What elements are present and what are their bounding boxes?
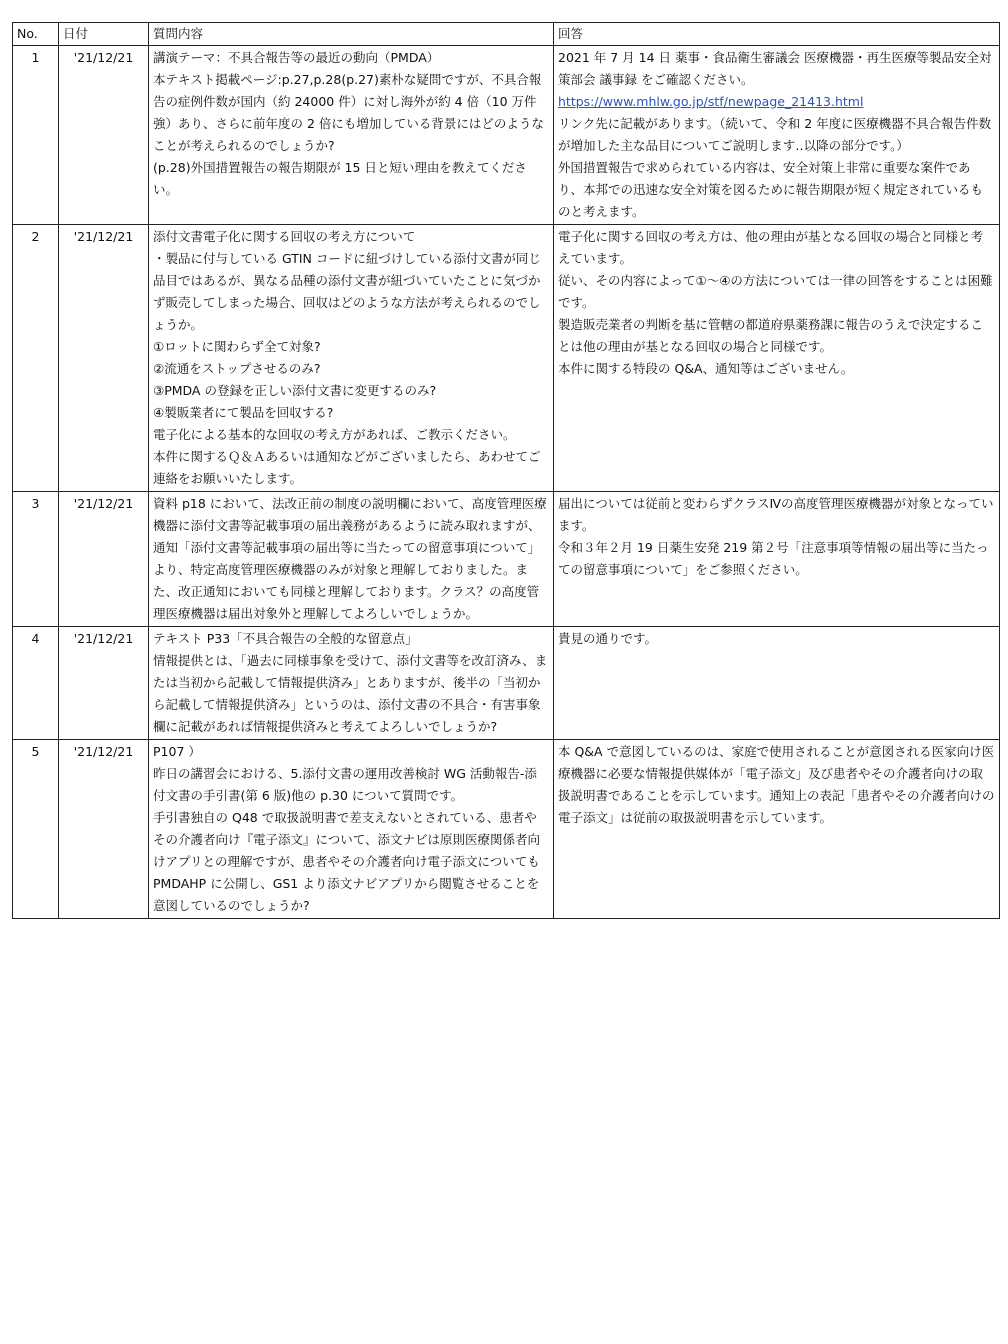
question-line: 電子化による基本的な回収の考え方があれば、ご教示ください。 — [153, 427, 516, 442]
question-line: テキスト P33「不具合報告の全般的な留意点」 — [153, 631, 418, 646]
question-line: ④製販業者にて製品を回収する? — [153, 405, 334, 420]
row-number: 4 — [13, 627, 59, 740]
answer-cell — [554, 492, 1000, 627]
question-line: (p.28)外国措置報告の報告期限が 15 日と短い理由を教えてください。 — [153, 160, 527, 197]
row-date: '21/12/21 — [59, 46, 149, 225]
row-date: '21/12/21 — [59, 492, 149, 627]
question-line: ・製品に付与している GTIN コードに紐づけしている添付文書が同じ品目ではあるが、異なる品種の添付文書が紐づいていたことに気づかず販売してしまった場合、回収はどのような方法が考えられるのでしょうか。 — [153, 251, 541, 332]
header-question: 質問内容 — [149, 23, 554, 46]
answer-line: 電子化に関する回収の考え方は、他の理由が基となる回収の場合と同様と考えています。 — [558, 229, 984, 266]
question-line: ②流通をストップさせるのみ? — [153, 361, 321, 376]
table-row — [13, 492, 1000, 627]
header-date: 日付 — [59, 23, 149, 46]
answer-line: 令和３年２月 19 日薬生安発 219 第２号「注意事項等情報の届出等に当たっての留意事項について」をご参照ください。 — [558, 540, 989, 577]
answer-cell — [554, 46, 1000, 225]
table-header — [13, 23, 1000, 46]
question-line: P107 ） — [153, 744, 201, 759]
table-body — [13, 46, 1000, 919]
answer-line: 本 Q&A で意図しているのは、家庭で使用されることが意図される医家向け医療機器に必要な情報提供媒体が「電子添文」及び患者やその介護者向けの取扱説明書であることを示しています。通知上の表記「患者やその介護者向けの電子添文」は従前の取扱説明書を示しています。 — [558, 744, 995, 825]
row-number: 1 — [13, 46, 59, 225]
answer-cell — [554, 740, 1000, 919]
table-row — [13, 627, 1000, 740]
row-date: '21/12/21 — [59, 740, 149, 919]
row-number: 2 — [13, 225, 59, 492]
answer-cell — [554, 627, 1000, 740]
question-cell — [149, 492, 554, 627]
table-row — [13, 740, 1000, 919]
header-answer: 回答 — [554, 23, 1000, 46]
question-line: 情報提供とは、「過去に同様事象を受けて、添付文書等を改訂済み、または当初から記載して情報提供済み」とありますが、後半の「当初から記載して情報提供済み」というのは、添付文書の不具合・有害事象欄に記載があれば情報提供済みと考えてよろしいでしょうか? — [153, 653, 548, 734]
answer-line: 従い、その内容によって①～④の方法については一律の回答をすることは困難です。 — [558, 273, 993, 310]
question-line: 添付文書電子化に関する回収の考え方について — [153, 229, 416, 244]
question-line: 昨日の講習会における、5.添付文書の運用改善検討 WG 活動報告-添付文書の手引書(第 6 版)他の p.30 について質問です。 — [153, 766, 537, 803]
answer-cell — [554, 225, 1000, 492]
row-date: '21/12/21 — [59, 225, 149, 492]
header-row — [13, 23, 1000, 46]
table-row — [13, 225, 1000, 492]
answer-line: 届出については従前と変わらずクラスⅣの高度管理医療機器が対象となっています。 — [558, 496, 994, 533]
row-number: 5 — [13, 740, 59, 919]
table-row — [13, 46, 1000, 225]
question-line: 講演テーマ：不具合報告等の最近の動向（PMDA） — [153, 50, 440, 65]
question-line: 手引書独自の Q48 で取扱説明書で差支えないとされている、患者やその介護者向け『電子添文』について、添文ナビは原則医療関係者向けアプリとの理解ですが、患者やその介護者向け電子添文についても PMDAHP に公開し、GS1 より添文ナビアプリから閲覧させることを意図しているのでしょうか? — [153, 810, 541, 913]
question-line: 本テキスト掲載ページ:p.27,p.28(p.27)素朴な疑問ですが、不具合報告の症例件数が国内（約 24000 件）に対し海外が約 4 倍（10 万件強）あり、さらに前年度の 2 倍にも増加している背景にはどのようなことが考えられるのでしょうか? — [153, 72, 544, 153]
answer-line: リンク先に記載があります。（続いて、令和 2 年度に医療機器不具合報告件数が増加した主な品目についてご説明します‥以降の部分です。） — [558, 116, 992, 153]
reference-link[interactable]: https://www.mhlw.go.jp/stf/newpage_21413.html — [558, 94, 864, 109]
question-cell — [149, 46, 554, 225]
row-date: '21/12/21 — [59, 627, 149, 740]
answer-link-line — [558, 91, 995, 113]
answer-line: 2021 年 7 月 14 日 薬事・食品衛生審議会 医療機器・再生医療等製品安全対策部会 議事録 をご確認ください。 — [558, 50, 992, 87]
question-line: 資料 p18 において、法改正前の制度の説明欄において、高度管理医療機器に添付文書等記載事項の届出義務があるように読み取れますが、通知「添付文書等記載事項の届出等に当たっての留意事項について」より、特定高度管理医療機器のみが対象と理解しておりました。また、改正通知においても同様と理解しております。クラス？の高度管理医療機器は届出対象外と理解してよろしいでしょうか。 — [153, 496, 547, 621]
question-cell — [149, 225, 554, 492]
question-line: ③PMDA の登録を正しい添付文書に変更するのみ? — [153, 383, 437, 398]
question-cell — [149, 740, 554, 919]
answer-line: 製造販売業者の判断を基に管轄の都道府県薬務課に報告のうえで決定することは他の理由が基となる回収の場合と同様です。 — [558, 317, 984, 354]
question-line: ①ロットに関わらず全て対象? — [153, 339, 321, 354]
header-no: No. — [13, 23, 59, 46]
answer-line: 貴見の通りです。 — [558, 631, 658, 646]
question-cell — [149, 627, 554, 740]
answer-line: 本件に関する特段の Q&A、通知等はございません。 — [558, 361, 854, 376]
answer-line: 外国措置報告で求められている内容は、安全対策上非常に重要な案件であり、本邦での迅速な安全対策を図るために報告期限が短く規定されているものと考えます。 — [558, 160, 984, 219]
qa-table — [12, 22, 1000, 919]
question-line: 本件に関するＱ＆Ａあるいは通知などがございましたら、あわせてご連絡をお願いいたします。 — [153, 449, 541, 486]
row-number: 3 — [13, 492, 59, 627]
